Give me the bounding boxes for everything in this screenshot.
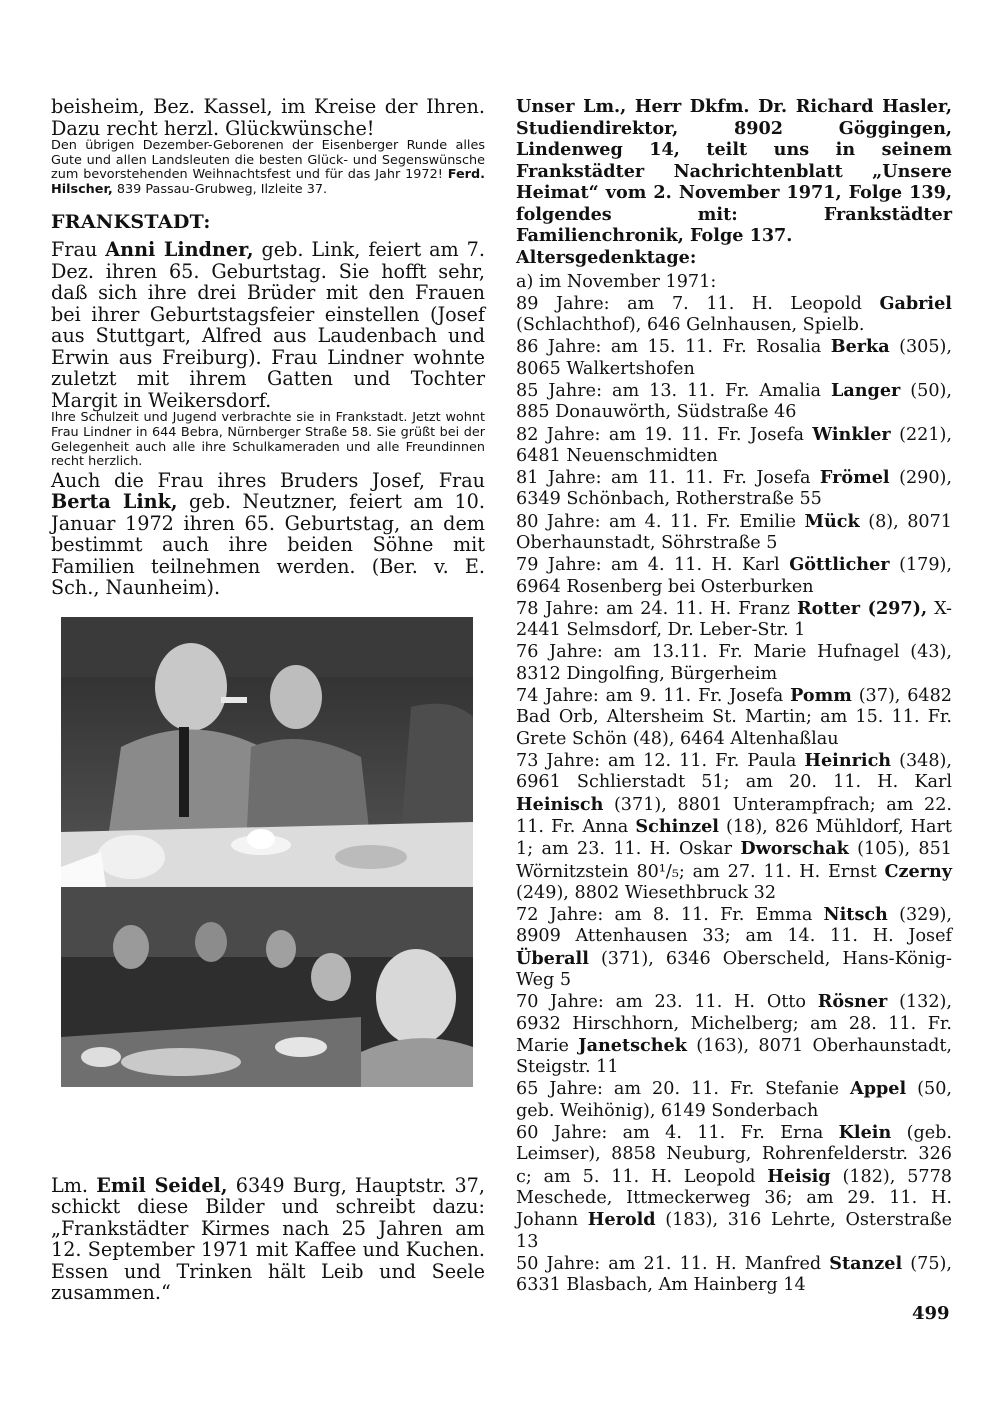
list-item: 81 Jahre: am 11. 11. Fr. Josefa Frömel (290), 6349 Schönbach, Rotherstraße 55 [516,467,952,510]
paragraph-december-greetings: Den übrigen Dezember-Geborenen der Eisenberger Runde alles Gute und allen Landsleuten die besten Glück- und Segenswünsche zum bevorstehenden Weihnachtsfest und für das Jahr 1972! Ferd. Hilscher, 839 Passau-Grubweg, Ilzleite 37. [51,138,485,197]
paragraph-intro-hasler: Unser Lm., Herr Dkfm. Dr. Richard Hasler, Studiendirektor, 8902 Göggingen, Lindenweg 14, teilt uns in seinem Frankstädter Nachrichtenblatt „Unsere Heimat“ vom 2. November 1971, Folge 139, folgendes mit: Frankstädter Familienchronik, Folge 137. [516,96,952,246]
list-item-72: 72 Jahre: am 8. 11. Fr. Emma Nitsch (329), 8909 Attenhausen 33; am 14. 11. H. Josef Überall (371), 6346 Oberscheld, Hans-König-Weg 5 [516,904,952,990]
author-name: Ferd. Hilscher, [51,167,485,197]
list-item: 79 Jahre: am 4. 11. H. Karl Göttlicher (179), 6964 Rosenberg bei Osterburken [516,554,953,597]
person-name: Berta Link, [51,490,178,514]
section-heading-frankstadt: FRANKSTADT: [51,211,211,234]
list-item: 76 Jahre: am 13.11. Fr. Marie Hufnagel (43), 8312 Dingolfing, Bürgerheim [516,641,952,684]
paragraph-berta-link: Auch die Frau ihres Bruders Josef, Frau Berta Link, geb. Neutzner, feiert am 10. Januar 1972 ihren 65. Geburtstag, an dem bestimmt auch ihre beiden Söhne mit Familien teilnehmen werden. (Ber. v. E. Sch., Naunheim). [51,468,485,600]
list-item: 86 Jahre: am 15. 11. Fr. Rosalia Berka (305), 8065 Walkertshofen [516,336,952,379]
photo-group-at-table [61,617,473,887]
paragraph-birthday-wishes: beisheim, Bez. Kassel, im Kreise der Ihren. Dazu recht herzl. Glückwünsche! [51,95,485,140]
list-item-60: 60 Jahre: am 4. 11. Fr. Erna Klein (geb. Leimser), 8858 Neuburg, Rohrenfelderstr. 326 c; am 5. 11. H. Leopold Heisig (182), 5778 Meschede, Ittmeckerweg 36; am 29. 11. H. Johann Herold (183), 316 Lehrte, Osterstraße 13 [516,1122,952,1252]
left-column [51,96,485,1304]
paragraph-anni-lindner: Frau Anni Lindner, geb. Link, feiert am 7. Dez. ihren 65. Geburtstag. Sie hofft sehr, daß sich ihre drei Brüder mit den Frauen bei ihrer Geburtstagsfeier einstellen (Josef aus Stuttgart, Alfred aus Laudenbach und Erwin aus Freiburg). Frau Lindner wohnte zuletzt mit ihrem Gatten und Tochter Margit in Weikersdorf. [51,238,485,412]
list-item: 82 Jahre: am 19. 11. Fr. Josefa Winkler (221), 6481 Neuenschmidten [516,423,953,466]
anniversary-list [516,293,952,1297]
list-item: 89 Jahre: am 7. 11. H. Leopold Gabriel (Schlachthof), 646 Gelnhausen, Spielb. [516,292,952,336]
list-item: 78 Jahre: am 24. 11. H. Franz Rotter (297), X-2441 Selmsdorf, Dr. Leber-Str. 1 [516,597,952,641]
paragraph-school-youth: Ihre Schulzeit und Jugend verbrachte sie in Frankstadt. Jetzt wohnt Frau Lindner in 644 Bebra, Nürnberger Straße 58. Sie grüßt bei der Gelegenheit auch alle ihre Schulkameraden und alle Freundinnen recht herzlich. [51,410,485,470]
list-item-65: 65 Jahre: am 20. 11. Fr. Stefanie Appel (50, geb. Weihönig), 6149 Sonderbach [516,1078,952,1121]
month-label: a) im November 1971: [516,271,717,292]
subheading-anniversaries: Altersgedenktage: [516,246,697,268]
list-item-70: 70 Jahre: am 23. 11. H. Otto Rösner (132), 6932 Hirschhorn, Michelberg; am 28. 11. Fr. Marie Janetschek (163), 8071 Oberhaunstadt, Steigstr. 11 [516,991,952,1078]
list-item: 80 Jahre: am 4. 11. Fr. Emilie Mück (8), 8071 Oberhaunstadt, Söhrstraße 5 [516,510,952,554]
person-name: Emil Seidel, [96,1173,228,1197]
list-item-50: 50 Jahre: am 21. 11. H. Manfred Stanzel (75), 6331 Blasbach, Am Hainberg 14 [516,1252,952,1296]
kirmes-photo-bottom [61,887,473,1157]
right-column [516,96,952,1296]
list-item-73: 73 Jahre: am 12. 11. Fr. Paula Heinrich (348), 6961 Schlierstadt 51; am 20. 11. H. Karl Heinisch (371), 8801 Unterampfrach; am 22. 11. Fr. Anna Schinzel (18), 826 Mühldorf, Hart 1; am 23. 11. H. Oskar Dworschak (105), 851 Wörnitzstein 80¹/₅; am 27. 11. H. Ernst Czerny (249), 8802 Wiesethbruck 32 [516,750,952,903]
photo-crowded-hall [61,887,473,1087]
list-item: 85 Jahre: am 13. 11. Fr. Amalia Langer (50), 885 Donauwörth, Südstraße 46 [516,379,952,423]
person-name: Anni Lindner, [105,238,254,262]
page-number: 499 [912,1303,950,1324]
list-item: 74 Jahre: am 9. 11. Fr. Josefa Pomm (37), 6482 Bad Orb, Altersheim St. Martin; am 15. 11. Fr. Grete Schön (48), 6464 Altenhaßlau [516,685,952,749]
photo-caption: Lm. Emil Seidel, 6349 Burg, Hauptstr. 37, schickt diese Bilder und schreibt dazu: „Frankstädter Kirmes nach 25 Jahren am 12. September 1971 mit Kaffee und Kuchen. Essen und Trinken hält Leib und Seele zusammen.“ [51,1173,485,1305]
kirmes-photo-top [61,617,473,887]
